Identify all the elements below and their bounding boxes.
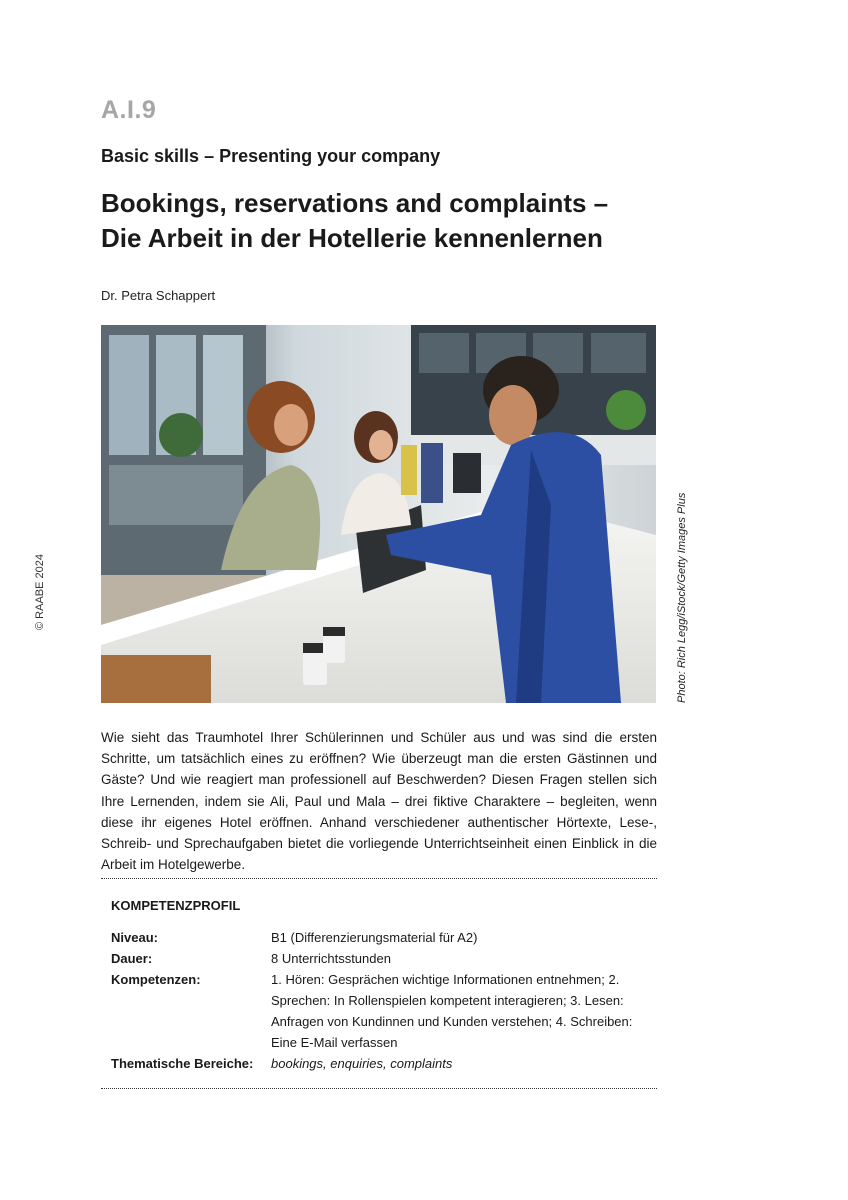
dotted-divider-bottom	[101, 1088, 657, 1089]
author: Dr. Petra Schappert	[101, 288, 216, 303]
profile-value: 1. Hören: Gesprächen wichtige Informationen entnehmen; 2. Sprechen: In Rollenspielen kompetent interagieren; 3. Lesen: Anfragen von Kundinnen und Kunden verstehen; 4. Schreiben: Eine E-Mail verfassen	[271, 972, 633, 1050]
dotted-divider-top	[101, 878, 657, 879]
copyright-notice: © RAABE 2024	[34, 554, 46, 630]
profile-value: bookings, enquiries, complaints	[271, 1056, 453, 1071]
profile-label: Niveau:	[111, 930, 158, 945]
title-line-1: Bookings, reservations and complaints –	[101, 188, 609, 218]
title-line-2: Die Arbeit in der Hotellerie kennenlernen	[101, 223, 603, 253]
photo-credit: Photo: Rich Legg/iStock/Getty Images Plus	[676, 492, 688, 703]
intro-paragraph: Wie sieht das Traumhotel Ihrer Schülerinnen und Schüler aus und was sind die ersten Schritte, um tatsächlich eines zu eröffnen? Wie überzeugt man die ersten Gästinnen und Gäste? Und wie reagiert man professionell auf Beschwerden? Diesen Fragen stellen sich Ihre Lernenden, indem sie Ali, Paul und Mala – drei fiktive Charaktere – begleiten, wenn diese ihr eigenes Hotel eröffnen. Anhand verschiedener authentischer Hörtexte, Lese-, Schreib- und Sprechaufgaben bietet die vorliegende Unterrichtseinheit einen Einblick in die Arbeit im Hotelgewerbe.	[101, 730, 657, 873]
hotel-reception-photo	[101, 325, 656, 703]
subtitle: Basic skills – Presenting your company	[101, 146, 441, 166]
page-title	[101, 186, 608, 256]
profile-value: B1 (Differenzierungsmaterial für A2)	[271, 930, 478, 945]
profile-label: Dauer:	[111, 951, 153, 966]
profile-label: Thematische Bereiche:	[111, 1056, 254, 1071]
profile-label: Kompetenzen:	[111, 972, 201, 987]
profile-heading: KOMPETENZPROFIL	[111, 898, 241, 913]
chapter-number: A.I.9	[101, 96, 157, 124]
profile-value: 8 Unterrichtsstunden	[271, 951, 391, 966]
